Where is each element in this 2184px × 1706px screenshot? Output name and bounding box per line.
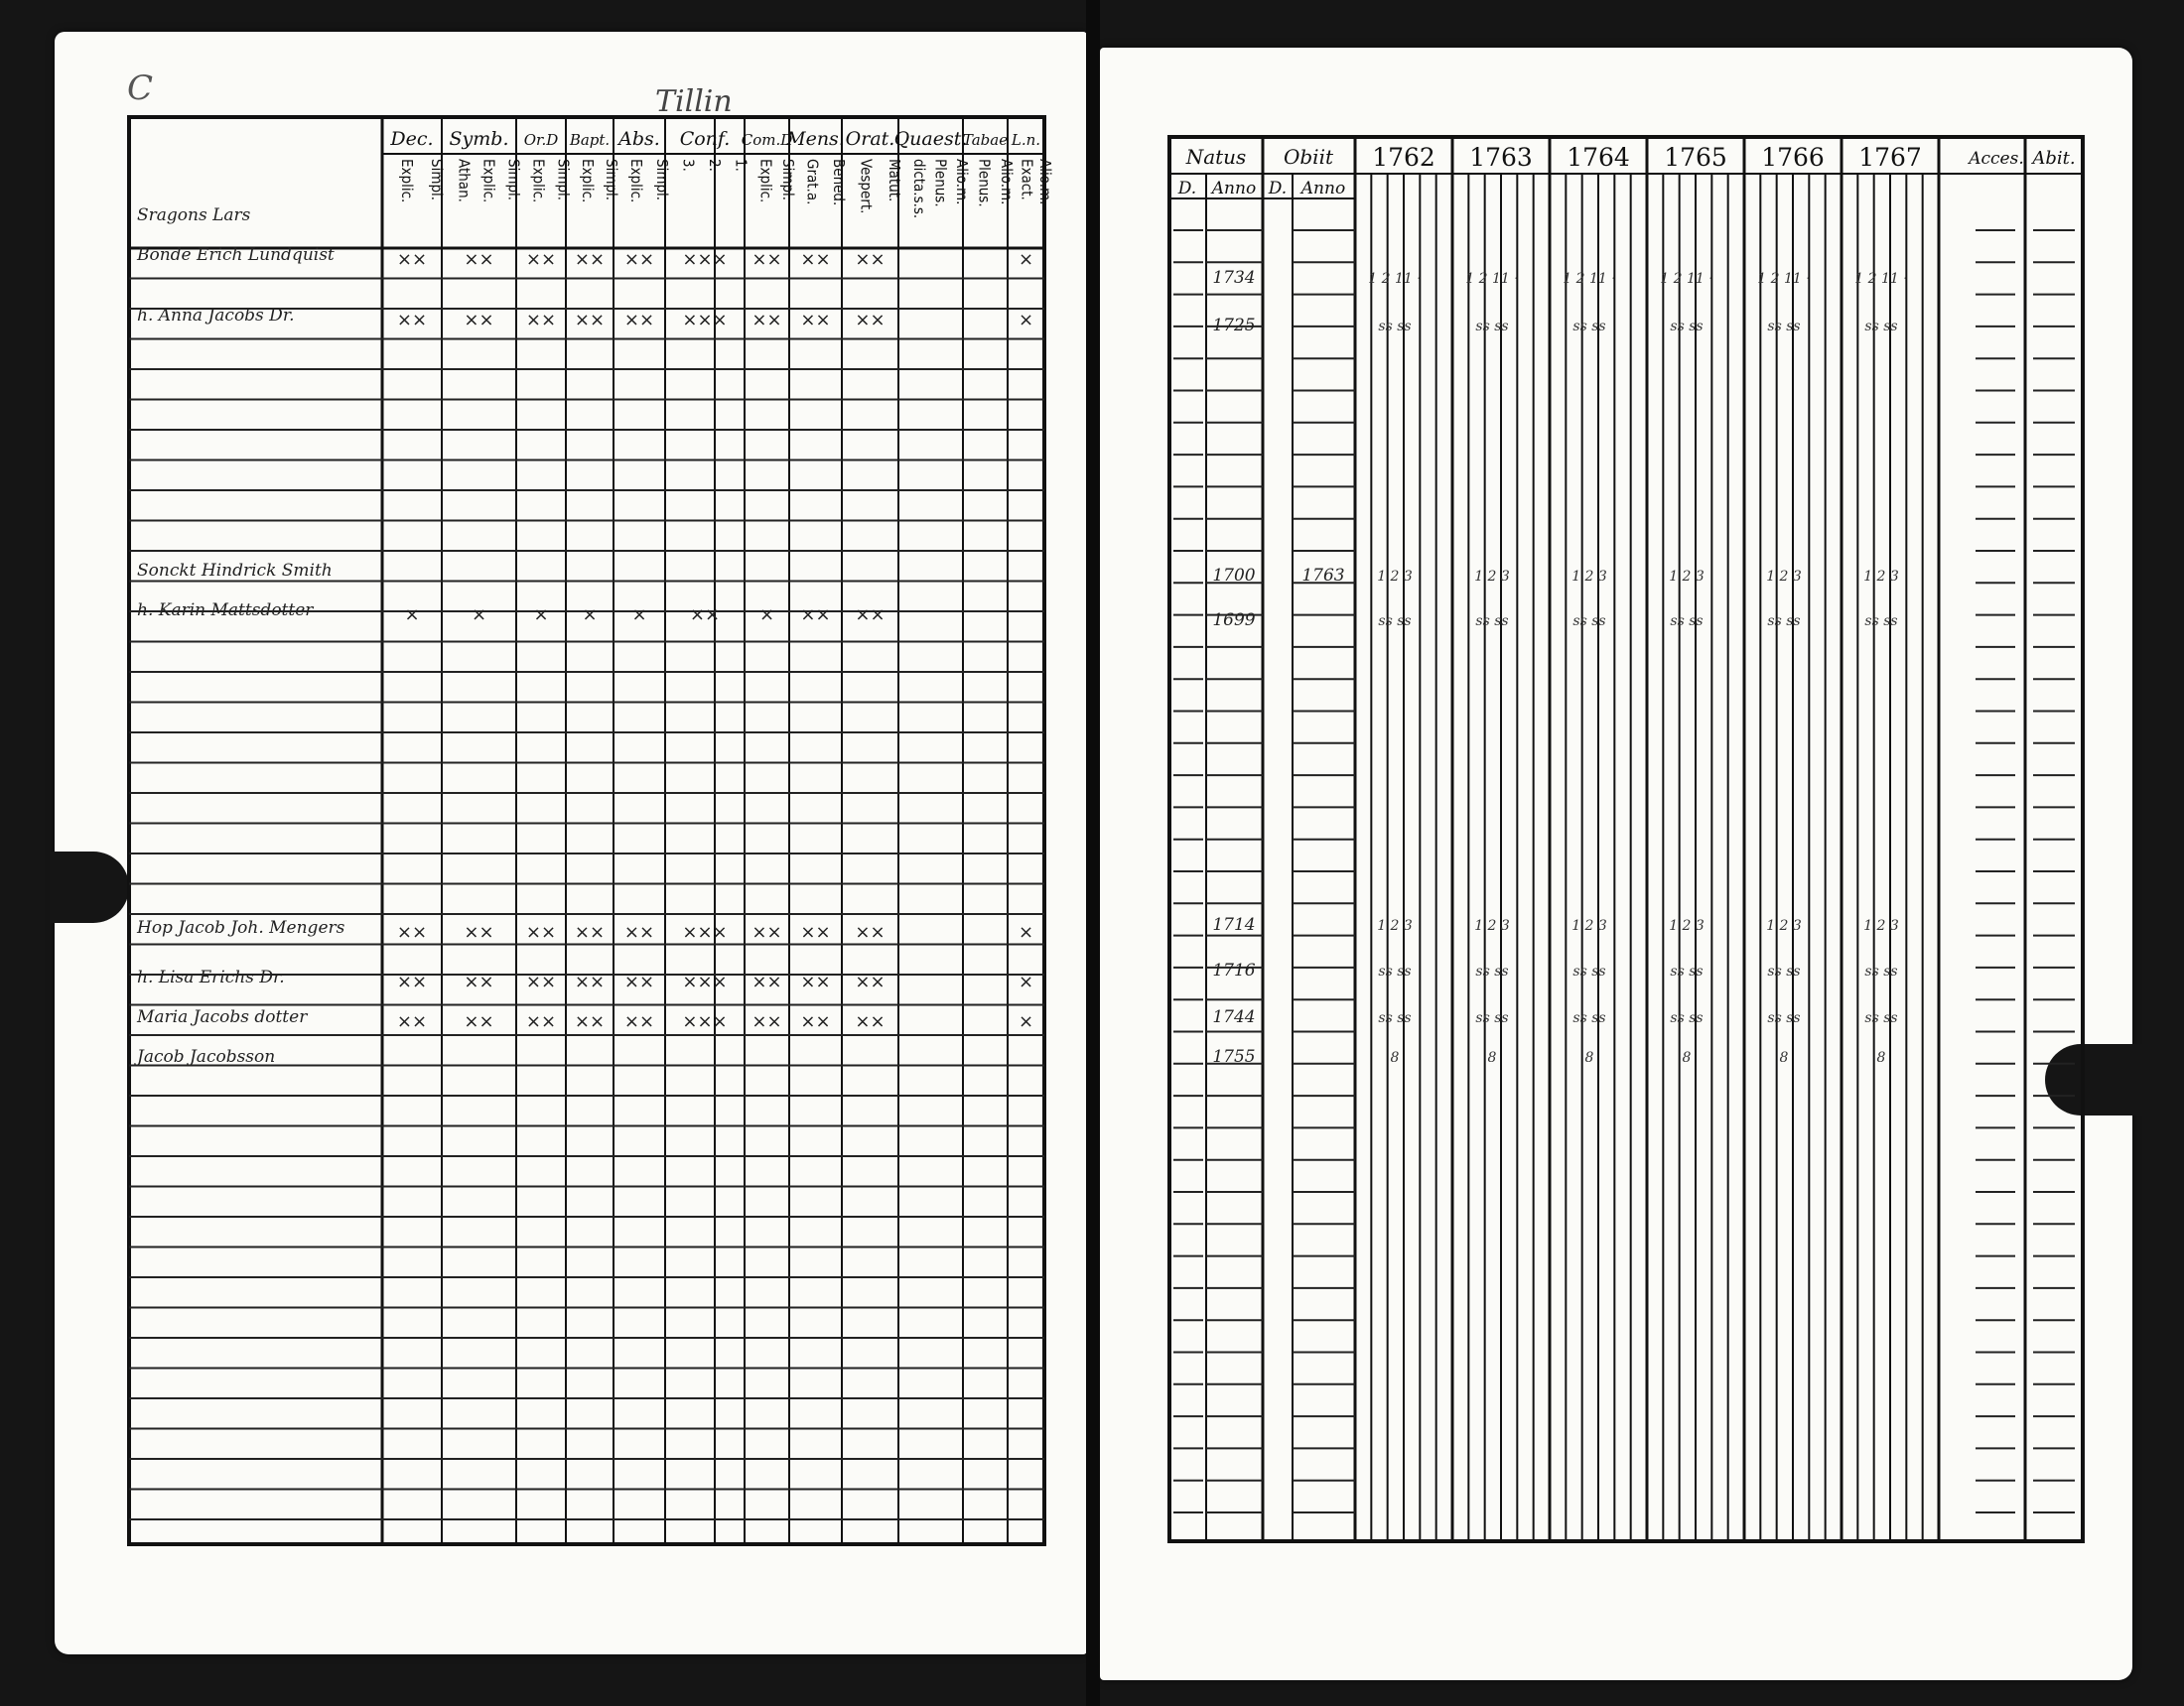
entry-name: Hop Jacob Joh. Mengers [137, 918, 345, 938]
left-col-sub: Plenus. [931, 159, 950, 207]
entry-mark: ×× [751, 249, 782, 270]
entry-mark: ×× [464, 310, 494, 330]
year-mark: 1 2 3 [1669, 918, 1705, 934]
left-col-sub: Alio.m. [1035, 159, 1054, 205]
entry-mark: ×× [751, 310, 782, 330]
entry-mark: ×× [623, 249, 655, 270]
left-col-head: Or.D [523, 131, 559, 149]
year-mark: ss ss [1572, 1010, 1606, 1026]
left-col-sub: Simpl. [778, 159, 797, 201]
entry-mark: × [1018, 1011, 1034, 1032]
year-mark: ss ss [1767, 613, 1801, 629]
year-mark: 1 2 3 [1474, 918, 1510, 934]
year-mark: 1 2 11 · [1368, 271, 1422, 287]
entry-mark: ×× [855, 922, 886, 943]
entry-mark: ×× [623, 922, 655, 943]
entry-mark: × [1018, 249, 1034, 270]
entry-mark: ×× [800, 922, 831, 943]
obiit-anno-label: Anno [1300, 179, 1346, 198]
year-mark: ss ss [1864, 613, 1898, 629]
right-table-frame [1169, 137, 2083, 1541]
left-col-sub: Grat.a. [803, 159, 822, 205]
entry-mark: ×× [855, 972, 886, 992]
left-col-head: L.n. [1011, 131, 1041, 149]
left-col-sub: 2. [706, 159, 724, 172]
entry-mark: ×× [623, 1011, 655, 1032]
born-year: 1734 [1212, 268, 1256, 288]
natus-day-label: D. [1177, 179, 1197, 198]
entry-mark: ×× [574, 310, 606, 330]
left-col-head: Symb. [449, 128, 509, 150]
born-year: 1714 [1212, 915, 1256, 935]
left-col-sub: 3. [679, 159, 698, 172]
entry-mark: ×× [800, 1011, 831, 1032]
left-col-head: Com.D [741, 131, 793, 149]
entry-name: Sonckt Hindrick Smith [137, 561, 333, 581]
entry-mark: ×× [800, 972, 831, 992]
left-col-head: Dec. [390, 128, 434, 150]
entry-mark: ×× [855, 249, 886, 270]
year-mark: 1 2 3 [1571, 918, 1607, 934]
year-mark: 1 2 3 [1863, 918, 1899, 934]
born-year: 1725 [1212, 316, 1256, 335]
entry-name: h. Lisa Erichs Dr. [137, 968, 285, 987]
entry-mark: × [582, 604, 598, 625]
left-col-sub: Explic. [398, 159, 416, 203]
entry-mark: ×× [689, 604, 721, 625]
entry-mark: ×× [525, 310, 557, 330]
year-mark: 1 2 3 [1863, 569, 1899, 585]
entry-name: Jacob Jacobsson [137, 1047, 276, 1067]
entry-mark: ×× [464, 972, 494, 992]
entry-name: Bonde Erich Lundquist [137, 245, 335, 265]
year-mark: ss ss [1378, 964, 1412, 980]
year-mark: ss ss [1572, 319, 1606, 334]
entry-mark: ×× [574, 249, 606, 270]
year-mark: 1 2 3 [1377, 918, 1413, 934]
left-col-sub: Simpl. [603, 159, 620, 201]
entry-mark: ××× [682, 249, 728, 270]
accessit-label: Acces. [1969, 149, 2024, 169]
year-mark: ss ss [1670, 964, 1704, 980]
entry-mark: ×× [574, 972, 606, 992]
year-mark: 1 2 11 · [1660, 271, 1713, 287]
entry-mark: ×× [396, 249, 428, 270]
entry-mark: ×× [525, 972, 557, 992]
entry-mark: ×× [525, 249, 557, 270]
left-table-border [129, 117, 1044, 1544]
entry-mark: ×× [751, 1011, 782, 1032]
born-year: 1744 [1212, 1007, 1256, 1027]
born-year: 1755 [1212, 1047, 1256, 1067]
entry-mark: × [1018, 972, 1034, 992]
entry-mark: ×× [525, 1011, 557, 1032]
year-mark: ss ss [1767, 319, 1801, 334]
born-year: 1700 [1212, 566, 1256, 586]
year-mark: ss ss [1767, 1010, 1801, 1026]
left-table-frame [129, 117, 1044, 1544]
year-mark: ss ss [1378, 319, 1412, 334]
entry-name: Maria Jacobs dotter [137, 1007, 308, 1027]
year-label: 1767 [1858, 143, 1922, 172]
year-mark: 8 [1682, 1050, 1692, 1066]
year-mark: 1 2 11 · [1854, 271, 1908, 287]
year-mark: ss ss [1864, 1010, 1898, 1026]
left-col-sub: 1. [732, 159, 751, 172]
entry-mark: × [1018, 922, 1034, 943]
born-year: 1699 [1212, 610, 1256, 630]
entry-name: h. Anna Jacobs Dr. [137, 306, 295, 326]
left-col-sub: Alio.m. [997, 159, 1016, 205]
born-year: 1716 [1212, 961, 1256, 981]
year-mark: ss ss [1475, 1010, 1509, 1026]
left-col-head: Tabae [962, 131, 1009, 149]
natus-label: Natus [1185, 145, 1247, 169]
entry-name: Sragons Lars [137, 205, 251, 225]
left-col-sub: Explic. [627, 159, 645, 203]
year-mark: ss ss [1864, 964, 1898, 980]
left-col-head: Conf. [679, 128, 731, 150]
entry-mark: ×× [464, 249, 494, 270]
year-mark: ss ss [1572, 613, 1606, 629]
entry-name: h. Karin Mattsdotter [137, 600, 314, 620]
left-col-sub: Simpl. [554, 159, 573, 201]
year-mark: ss ss [1670, 613, 1704, 629]
obiit-label: Obiit [1283, 145, 1334, 169]
entry-mark: ××× [682, 972, 728, 992]
left-col-sub: dicta.s.s. [909, 159, 928, 219]
entry-mark: ××× [682, 922, 728, 943]
year-mark: ss ss [1475, 964, 1509, 980]
year-mark: 1 2 11 · [1757, 271, 1811, 287]
year-label: 1764 [1567, 143, 1630, 172]
left-col-head: Bapt. [569, 131, 611, 149]
left-col-sub: Athan. [455, 159, 474, 202]
entry-mark: ×× [800, 604, 831, 625]
year-mark: 1 2 3 [1377, 569, 1413, 585]
year-mark: 1 2 3 [1669, 569, 1705, 585]
year-mark: ss ss [1378, 613, 1412, 629]
year-mark: 1 2 3 [1766, 918, 1802, 934]
left-col-sub: Simpl. [428, 159, 446, 201]
entry-mark: ×× [855, 310, 886, 330]
left-col-sub: Vespert. [857, 159, 876, 214]
year-mark: 1 2 3 [1474, 569, 1510, 585]
entry-mark: ××× [682, 310, 728, 330]
entry-mark: ×× [574, 922, 606, 943]
entry-mark: ×× [855, 1011, 886, 1032]
entry-mark: ×× [396, 922, 428, 943]
year-label: 1765 [1664, 143, 1727, 172]
death-year: 1763 [1301, 566, 1345, 586]
obiit-day-label: D. [1268, 179, 1288, 198]
entry-mark: ×× [396, 310, 428, 330]
left-col-sub: Simpl. [504, 159, 523, 201]
left-col-sub: Simpl. [653, 159, 671, 201]
entry-mark: ×× [751, 972, 782, 992]
year-label: 1763 [1469, 143, 1533, 172]
left-col-sub: Explic. [529, 159, 548, 203]
year-mark: 1 2 11 · [1465, 271, 1519, 287]
year-mark: ss ss [1864, 319, 1898, 334]
year-mark: ss ss [1670, 319, 1704, 334]
entry-mark: ×× [751, 922, 782, 943]
entry-mark: ×× [464, 922, 494, 943]
year-mark: 1 2 3 [1571, 569, 1607, 585]
entry-mark: × [471, 604, 487, 625]
year-mark: 1 2 3 [1766, 569, 1802, 585]
right-table-text [1177, 143, 2076, 1067]
year-mark: 1 2 11 · [1563, 271, 1616, 287]
abiit-label: Abit. [2032, 148, 2076, 169]
year-mark: 8 [1876, 1050, 1886, 1066]
entry-mark: ×× [800, 249, 831, 270]
entry-mark: ×× [525, 922, 557, 943]
left-col-sub: Matut. [885, 159, 903, 202]
entry-mark: × [533, 604, 549, 625]
left-header-script: Tillin [655, 84, 733, 119]
left-col-sub: Plenus. [975, 159, 994, 207]
entry-mark: ×× [396, 1011, 428, 1032]
year-mark: ss ss [1475, 613, 1509, 629]
year-mark: 8 [1584, 1050, 1594, 1066]
year-mark: ss ss [1572, 964, 1606, 980]
natus-anno-label: Anno [1211, 179, 1257, 198]
year-mark: 8 [1390, 1050, 1400, 1066]
entry-mark: × [1018, 310, 1034, 330]
left-table-text [134, 128, 1054, 1067]
entry-mark: ×× [396, 972, 428, 992]
year-label: 1766 [1761, 143, 1825, 172]
left-col-head: Quaest. [893, 128, 968, 150]
year-mark: ss ss [1475, 319, 1509, 334]
year-mark: 8 [1487, 1050, 1497, 1066]
left-col-sub: Explic. [756, 159, 775, 203]
year-mark: ss ss [1378, 1010, 1412, 1026]
left-col-head: Abs. [618, 128, 660, 150]
year-mark: ss ss [1767, 964, 1801, 980]
left-title-mark: C [127, 68, 154, 108]
left-col-sub: Alio.m. [953, 159, 972, 205]
entry-mark: × [758, 604, 775, 625]
left-col-head: Mens. [786, 128, 845, 150]
entry-mark: × [631, 604, 647, 625]
entry-mark: ×× [623, 310, 655, 330]
left-col-sub: Explic. [479, 159, 498, 203]
entry-mark: ×× [623, 972, 655, 992]
left-col-head: Orat. [845, 128, 895, 150]
year-label: 1762 [1372, 143, 1435, 172]
entry-mark: ×× [800, 310, 831, 330]
left-col-sub: Exact. [1018, 159, 1036, 200]
entry-mark: ×× [574, 1011, 606, 1032]
entry-mark: ×× [464, 1011, 494, 1032]
left-col-sub: Explic. [579, 159, 597, 203]
year-mark: ss ss [1670, 1010, 1704, 1026]
left-col-sub: Bened. [829, 159, 848, 206]
entry-mark: ×× [855, 604, 886, 625]
year-mark: 8 [1779, 1050, 1789, 1066]
entry-mark: × [404, 604, 420, 625]
entry-mark: ××× [682, 1011, 728, 1032]
